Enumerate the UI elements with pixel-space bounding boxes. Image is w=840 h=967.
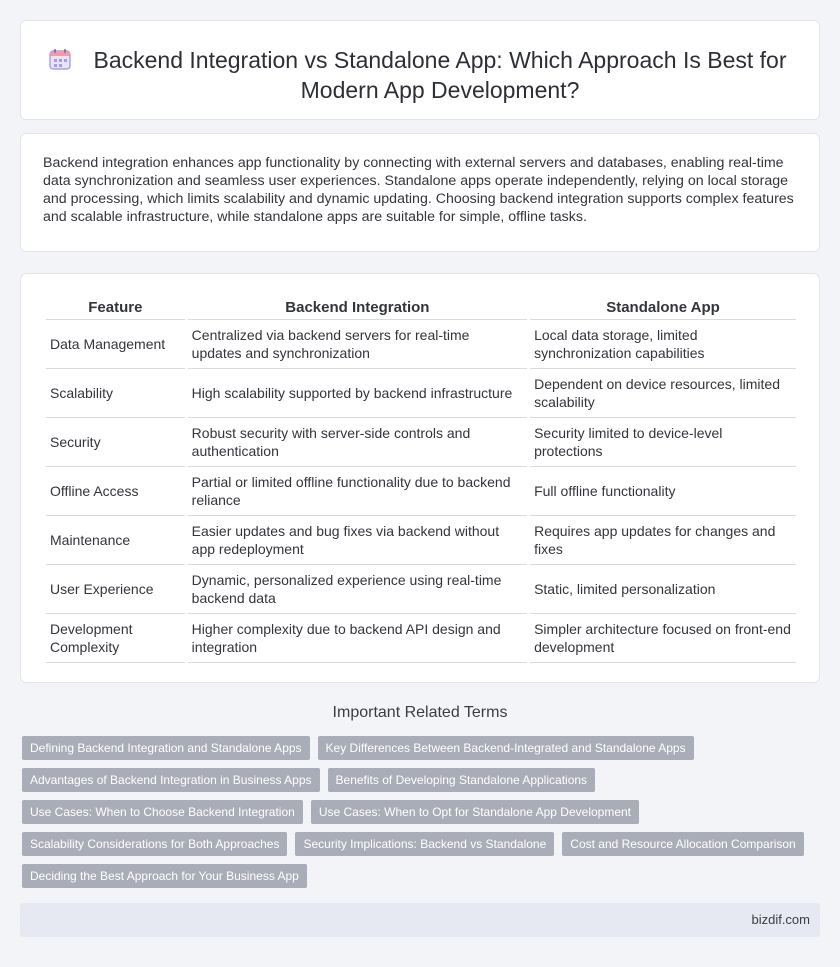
feature-cell: Scalability [46,369,185,418]
backend-cell: Centralized via backend servers for real-time updates and synchronization [188,320,527,369]
standalone-cell: Dependent on device resources, limited scalability [530,369,796,418]
table-row [46,467,796,516]
standalone-cell: Security limited to device-level protections [530,418,796,467]
related-term-tag[interactable]: Scalability Considerations for Both Approaches [22,832,287,856]
table-row [46,565,796,614]
table-row [46,320,796,369]
feature-cell: Maintenance [46,516,185,565]
standalone-cell: Requires app updates for changes and fixes [530,516,796,565]
related-term-tag[interactable]: Defining Backend Integration and Standalone Apps [22,736,310,760]
comparison-table [43,298,799,663]
header-backend-integration: Backend Integration [188,298,527,320]
related-terms-heading: Important Related Terms [332,704,508,721]
table-row [46,516,796,565]
backend-cell: Robust security with server-side controls and authentication [188,418,527,467]
feature-cell: User Experience [46,565,185,614]
related-terms-list [22,736,812,888]
related-term-tag[interactable]: Deciding the Best Approach for Your Business App [22,864,307,888]
title-card [20,20,820,120]
related-term-tag[interactable]: Cost and Resource Allocation Comparison [562,832,803,856]
page-title: Backend Integration vs Standalone App: Which Approach Is Best for Modern App Development? [93,47,787,103]
feature-cell: Development Complexity [46,614,185,663]
backend-cell: Dynamic, personalized experience using real-time backend data [188,565,527,614]
backend-cell: Higher complexity due to backend API design and integration [188,614,527,663]
related-term-tag[interactable]: Use Cases: When to Opt for Standalone App Development [311,800,639,824]
feature-cell: Data Management [46,320,185,369]
header-feature: Feature [46,298,185,320]
standalone-cell: Full offline functionality [530,467,796,516]
table-header-row [46,298,796,320]
table-row [46,418,796,467]
related-term-tag[interactable]: Key Differences Between Backend-Integrated and Standalone Apps [318,736,694,760]
table-row [46,369,796,418]
standalone-cell: Local data storage, limited synchronization capabilities [530,320,796,369]
related-term-tag[interactable]: Benefits of Developing Standalone Applications [328,768,596,792]
standalone-cell: Simpler architecture focused on front-end development [530,614,796,663]
feature-cell: Offline Access [46,467,185,516]
feature-cell: Security [46,418,185,467]
footer-site-link[interactable]: bizdif.com [751,912,810,927]
intro-card [20,133,820,252]
backend-cell: Easier updates and bug fixes via backend without app redeployment [188,516,527,565]
header-standalone-app: Standalone App [530,298,796,320]
table-row [46,614,796,663]
standalone-cell: Static, limited personalization [530,565,796,614]
comparison-table-card [20,273,820,683]
footer-bar [20,903,820,937]
related-term-tag[interactable]: Use Cases: When to Choose Backend Integration [22,800,303,824]
backend-cell: High scalability supported by backend infrastructure [188,369,527,418]
backend-cell: Partial or limited offline functionality due to backend reliance [188,467,527,516]
related-term-tag[interactable]: Advantages of Backend Integration in Business Apps [22,768,320,792]
related-term-tag[interactable]: Security Implications: Backend vs Standalone [295,832,554,856]
intro-paragraph: Backend integration enhances app functionality by connecting with external servers and databases, enabling real-time data synchronization and seamless user experiences. Standalone apps operate independently, relying on local storage and processing, which limits scalability and dynamic updating. Choosing backend integration supports complex features and scalable infrastructure, while standalone apps are suitable for simple, offline tasks. [43,155,794,225]
